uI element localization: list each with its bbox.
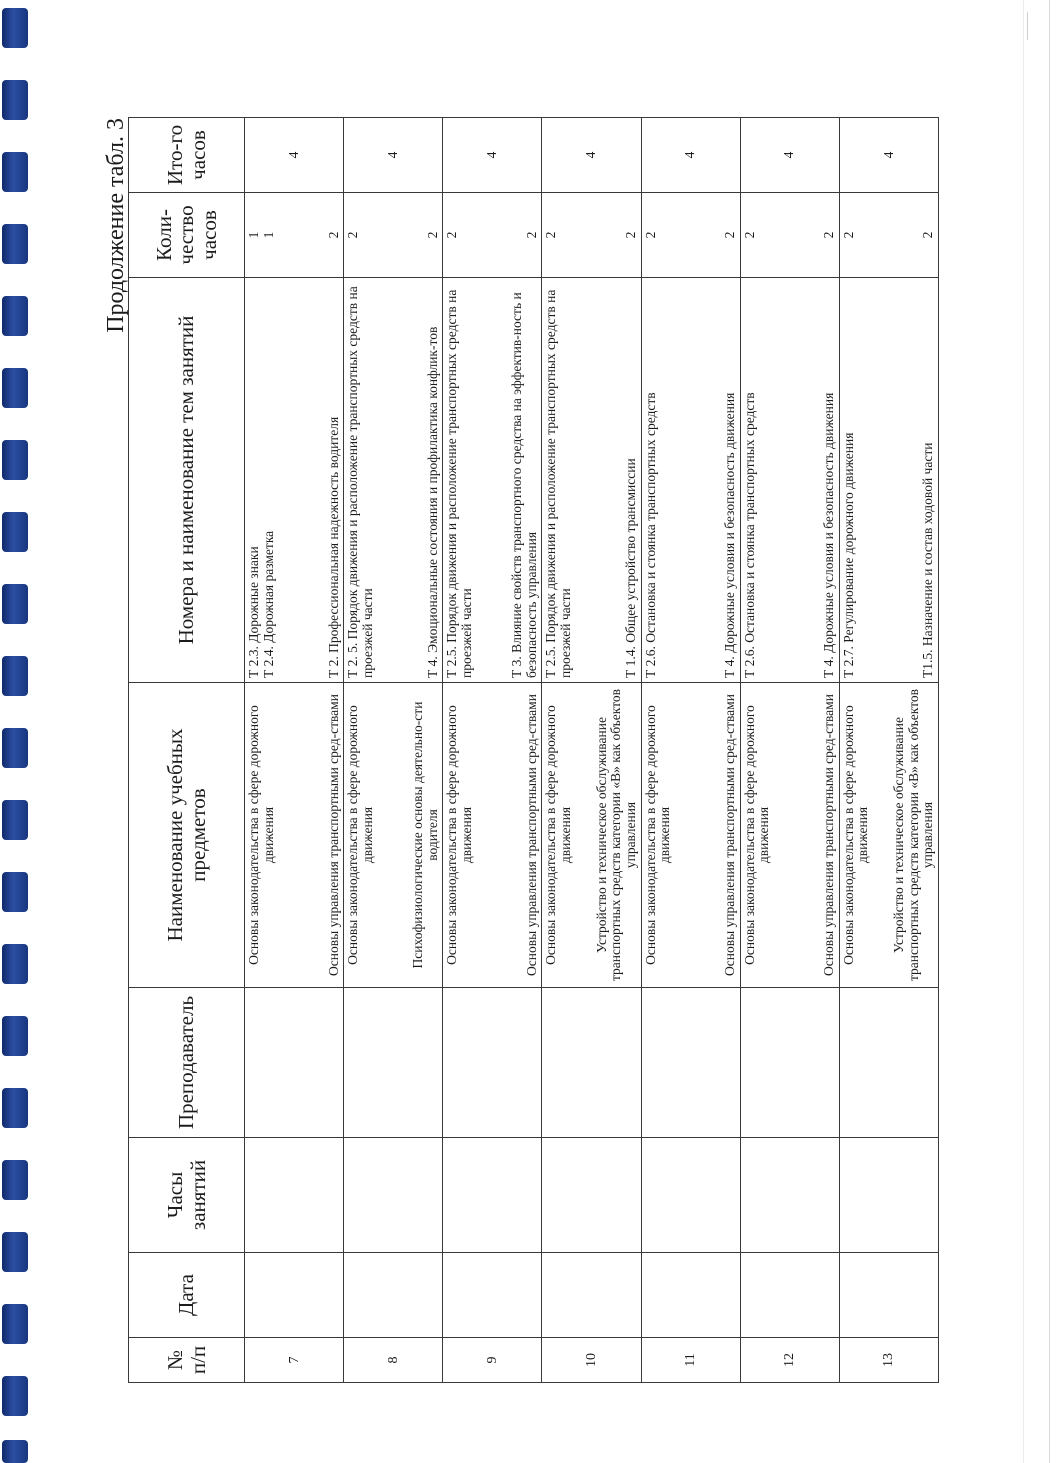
hours-cell (839, 1138, 938, 1253)
qty-cell-entry: 2 (821, 231, 837, 239)
topics-cell-entry: Т 2.5. Порядок движения и расположение транспортных средств на проезжей части (543, 289, 573, 678)
table-row (641, 118, 740, 1383)
teacher-cell (542, 988, 641, 1138)
row-number: 12 (740, 1338, 839, 1383)
col-header-topics: Номера и наименование тем занятий (129, 278, 245, 683)
subjects-cell (443, 683, 542, 988)
col-header-qty: Коли-чество часов (129, 193, 245, 278)
qty-cell-entry: 2 (543, 231, 559, 239)
teacher-cell (443, 988, 542, 1138)
page-edge (1049, 0, 1050, 1463)
subjects-cell (740, 683, 839, 988)
teacher-cell (245, 988, 344, 1138)
col-header-hours: Часы занятий (129, 1138, 245, 1253)
qty-cell-entry: 2 (622, 231, 638, 239)
total-cell: 4 (839, 118, 938, 193)
topics-cell-entry: Т 3. Влияние свойств транспортного средства на эффектив-ность и безопасность управления (509, 292, 539, 678)
table-row (542, 118, 641, 1383)
qty-cell-entry: 1 1 (246, 231, 276, 239)
topics-cell-entry: Т 2.7. Регулирование дорожного движения (840, 432, 856, 678)
table-header (129, 118, 245, 1383)
qty-cell-entry: 2 (840, 231, 856, 239)
topics-cell-entry: Т 4. Дорожные условия и безопасность движения (722, 392, 738, 678)
qty-cell (344, 193, 443, 278)
subjects-cell (641, 683, 740, 988)
subjects-cell-entry: Основы законодательства в сфере дорожного движения (444, 705, 474, 965)
table-row (344, 118, 443, 1383)
col-header-subjects: Наименование учебных предметов (129, 683, 245, 988)
row-number: 13 (839, 1338, 938, 1383)
hours-cell (245, 1138, 344, 1253)
qty-cell-entry: 2 (345, 231, 361, 239)
topics-cell (245, 278, 344, 683)
subjects-cell-entry: Психофизиологические основы деятельно-сти водителя (410, 701, 440, 969)
qty-cell-entry: 2 (920, 231, 936, 239)
table-row (839, 118, 938, 1383)
subjects-cell-entry: Устройство и техническое обслуживание транспортных средств категории «В» как объектов управления (593, 689, 638, 982)
qty-cell (641, 193, 740, 278)
qty-cell (740, 193, 839, 278)
row-number: 11 (641, 1338, 740, 1383)
topics-cell-entry: Т 2. Профессиональная надежность водителя (325, 416, 341, 678)
subjects-cell-entry: Основы законодательства в сфере дорожного движения (345, 705, 375, 965)
total-cell: 4 (245, 118, 344, 193)
topics-cell (344, 278, 443, 683)
total-cell: 4 (740, 118, 839, 193)
topics-cell-entry: Т 2.6. Остановка и стоянка транспортных средств (741, 392, 757, 678)
subjects-cell (245, 683, 344, 988)
hours-cell (542, 1138, 641, 1253)
hours-cell (443, 1138, 542, 1253)
qty-cell (542, 193, 641, 278)
subjects-cell-entry: Основы законодательства в сфере дорожного движения (246, 705, 276, 965)
qty-cell (245, 193, 344, 278)
date-cell (542, 1253, 641, 1338)
subjects-cell-entry: Устройство и техническое обслуживание транспортных средств категории «В» как объектов управления (891, 689, 936, 982)
topics-cell-entry: Т1.5. Назначение и состав ходовой части (920, 442, 936, 678)
topics-cell-entry: Т 1.4. Общее устройство трансмиссии (622, 458, 638, 678)
total-cell: 4 (641, 118, 740, 193)
qty-cell-entry: 2 (722, 231, 738, 239)
topics-cell (740, 278, 839, 683)
hours-cell (344, 1138, 443, 1253)
subjects-cell-entry: Основы управления транспортными сред-ствами (523, 694, 539, 976)
date-cell (344, 1253, 443, 1338)
subjects-cell-entry: Основы законодательства в сфере дорожного движения (543, 705, 573, 965)
qty-cell-entry: 2 (424, 231, 440, 239)
total-cell: 4 (443, 118, 542, 193)
qty-cell (839, 193, 938, 278)
topics-cell (839, 278, 938, 683)
qty-cell-entry: 2 (325, 231, 341, 239)
subjects-cell-entry: Основы законодательства в сфере дорожного движения (741, 705, 772, 965)
subjects-cell (542, 683, 641, 988)
topics-cell-entry: Т 2. 5. Порядок движения и расположение транспортных средств на проезжей части (345, 286, 375, 678)
table-row (740, 118, 839, 1383)
row-number: 10 (542, 1338, 641, 1383)
qty-cell-entry: 2 (523, 231, 539, 239)
hours-cell (641, 1138, 740, 1253)
teacher-cell (839, 988, 938, 1138)
topics-cell (443, 278, 542, 683)
total-cell: 4 (542, 118, 641, 193)
table-caption: Продолжение табл. 3 (103, 118, 129, 333)
topics-cell-entry: Т 2.3. Дорожные знаки Т 2.4. Дорожная разметка (246, 530, 276, 678)
rotated-sheet (103, 118, 958, 1383)
subjects-cell-entry: Основы управления транспортными сред-ствами (325, 694, 341, 976)
teacher-cell (641, 988, 740, 1138)
qty-cell (443, 193, 542, 278)
subjects-cell-entry: Основы управления транспортными сред-ствами (821, 694, 837, 976)
col-header-num: № п/п (129, 1338, 245, 1383)
row-number: 9 (443, 1338, 542, 1383)
qty-cell-entry: 2 (741, 231, 757, 239)
topics-cell-entry: Т 2.5. Порядок движения и расположение транспортных средств на проезжей части (444, 289, 474, 678)
date-cell (245, 1253, 344, 1338)
subjects-cell-entry: Основы законодательства в сфере дорожного движения (840, 705, 871, 965)
row-number: 7 (245, 1338, 344, 1383)
topics-cell-entry: Т 4. Эмоциональные состояния и профилактика конфлик-тов (424, 326, 440, 678)
teacher-cell (740, 988, 839, 1138)
teacher-cell (344, 988, 443, 1138)
qty-cell-entry: 2 (444, 231, 460, 239)
topics-cell (641, 278, 740, 683)
row-number: 8 (344, 1338, 443, 1383)
date-cell (443, 1253, 542, 1338)
table-row (443, 118, 542, 1383)
date-cell (641, 1253, 740, 1338)
subjects-cell (839, 683, 938, 988)
col-header-total: Ито-го часов (129, 118, 245, 193)
topics-cell (542, 278, 641, 683)
date-cell (839, 1253, 938, 1338)
col-header-date: Дата (129, 1253, 245, 1338)
total-cell: 4 (344, 118, 443, 193)
subjects-cell (344, 683, 443, 988)
col-header-teacher: Преподаватель (129, 988, 245, 1138)
page-edge-inner (1023, 0, 1024, 1463)
subjects-cell-entry: Основы управления транспортными сред-ствами (722, 694, 738, 976)
schedule-table (128, 117, 939, 1383)
qty-cell-entry: 2 (642, 231, 658, 239)
table-row (245, 118, 344, 1383)
topics-cell-entry: Т 4. Дорожные условия и безопасность движения (821, 392, 837, 678)
topics-cell-entry: Т 2.6. Остановка и стоянка транспортных средств (642, 392, 658, 678)
hours-cell (740, 1138, 839, 1253)
subjects-cell-entry: Основы законодательства в сфере дорожного движения (642, 705, 673, 965)
spiral-binding (0, 0, 30, 1463)
page-corner (1017, 12, 1028, 40)
date-cell (740, 1253, 839, 1338)
